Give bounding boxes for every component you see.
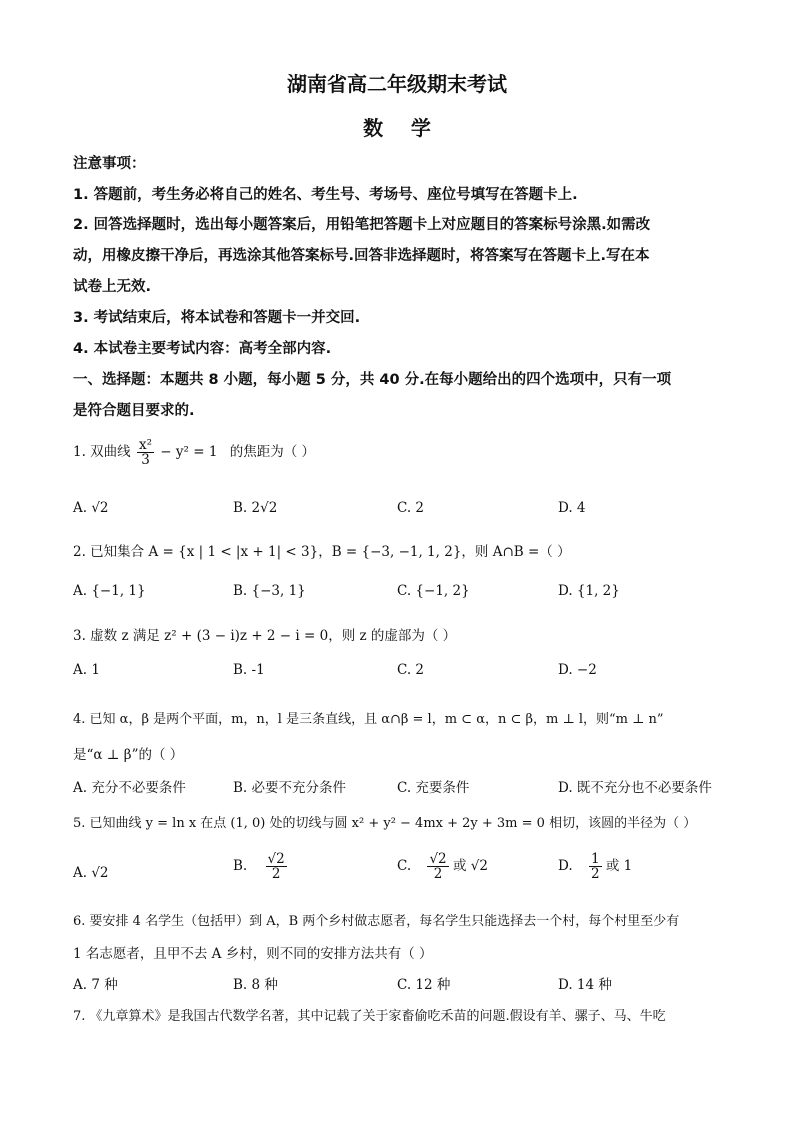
question-1-equation-rest: − y² = 1 [160,444,218,461]
q5-option-c-fraction [427,852,448,881]
note-2-line-1: 2. 回答选择题时，选出每小题答案后，用铅笔把答题卡上对应题目的答案标号涂黑.如需改 [73,217,651,233]
fraction-numerator: √2 [267,851,285,867]
question-7-line-1: 7. 《九章算术》是我国古代数学名著，其中记载了关于家畜偷吃禾苗的问题.假设有羊、骡子、马、牛吃 [73,1009,666,1024]
fraction-denominator: 3 [141,452,150,469]
question-1-prefix: 1. 双曲线 [73,444,131,461]
q4-option-c: C. 充要条件 [397,780,470,796]
q5-option-b-label: B. [233,858,248,875]
q1-option-a: A. √2 [73,500,109,516]
question-1-suffix: 的焦距为（ ） [229,444,316,461]
q6-option-d: D. 14 种 [558,977,612,993]
q5-option-d-fraction [589,852,602,881]
question-6-line-2: 1 名志愿者，且甲不去 A 乡村，则不同的安排方法共有（ ） [73,946,433,962]
q6-option-c: C. 12 种 [397,977,451,993]
fraction-denominator: 2 [433,866,443,883]
q5-option-b [233,852,287,881]
q6-option-a: A. 7 种 [73,977,118,993]
note-3: 3. 考试结束后，将本试卷和答题卡一并交回. [73,310,361,326]
fraction-numerator: √2 [429,851,447,867]
section-1-line-1: 一、选择题：本题共 8 小题，每小题 5 分，共 40 分.在每小题给出的四个选项中，只有一项 [73,372,672,388]
notes-heading: 注意事项： [73,156,146,172]
question-1-fraction [137,438,154,467]
q5-option-d-tail: 或 1 [605,858,633,875]
fraction-denominator: 2 [271,866,281,883]
q3-option-d: D. −2 [558,662,597,678]
note-4: 4. 本试卷主要考试内容：高考全部内容. [73,341,332,357]
fraction-numerator: x² [138,437,152,453]
exam-title: 湖南省高二年级期末考试 [287,72,507,96]
fraction-numerator: 1 [590,851,600,867]
q5-option-c-tail: 或 √2 [452,858,488,875]
q4-option-b: B. 必要不充分条件 [233,780,347,796]
q1-option-b: B. 2√2 [233,500,278,516]
question-4-line-1: 4. 已知 α，β 是两个平面，m，n，l 是三条直线，且 α∩β = l，m ⊂ α，n ⊂ β，m ⊥ l，则“m ⊥ n” [73,712,664,727]
q2-option-c: C. {−1, 2} [397,583,470,599]
q3-option-a: A. 1 [73,662,100,678]
note-2-line-3: 试卷上无效. [73,279,152,295]
question-3: 3. 虚数 z 满足 z² + (3 − i)z + 2 − i = 0，则 z 的虚部为（ ） [73,628,457,644]
q4-option-d: D. 既不充分也不必要条件 [558,780,712,796]
q1-option-c: C. 2 [397,500,425,516]
q5-option-c [397,852,488,881]
q3-option-b: B. -1 [233,662,265,678]
q5-option-a: A. √2 [73,865,109,881]
question-5: 5. 已知曲线 y = ln x 在点 (1, 0) 处的切线与圆 x² + y² − 4mx + 2y + 3m = 0 相切，该圆的半径为（ ） [73,816,697,831]
question-4-line-2: 是“α ⊥ β”的（ ） [73,747,184,763]
q1-option-d: D. 4 [558,500,586,516]
q5-option-d-label: D. [558,858,573,875]
q2-option-d: D. {1, 2} [558,583,620,599]
q3-option-c: C. 2 [397,662,425,678]
q5-option-c-label: C. [397,858,412,875]
q6-option-b: B. 8 种 [233,977,278,993]
note-2-line-2: 动，用橡皮擦干净后，再选涂其他答案标号.回答非选择题时，将答案写在答题卡上.写在本 [73,248,650,264]
question-1 [73,438,315,467]
fraction-denominator: 2 [590,866,600,883]
q2-option-a: A. {−1, 1} [73,583,146,599]
q4-option-a: A. 充分不必要条件 [73,780,186,796]
question-6-line-1: 6. 要安排 4 名学生（包括甲）到 A，B 两个乡村做志愿者，每名学生只能选择去一个村，每个村里至少有 [73,914,680,929]
q5-option-d [558,852,632,881]
question-2: 2. 已知集合 A = {x | 1 < |x + 1| < 3}，B = {−3, −1, 1, 2}，则 A∩B =（ ） [73,544,571,560]
q5-option-b-fraction [266,852,287,881]
subject-title: 数 学 [363,116,431,140]
section-1-line-2: 是符合题目要求的. [73,403,195,419]
note-1: 1. 答题前，考生务必将自己的姓名、考生号、考场号、座位号填写在答题卡上. [73,187,578,203]
q2-option-b: B. {−3, 1} [233,583,306,599]
